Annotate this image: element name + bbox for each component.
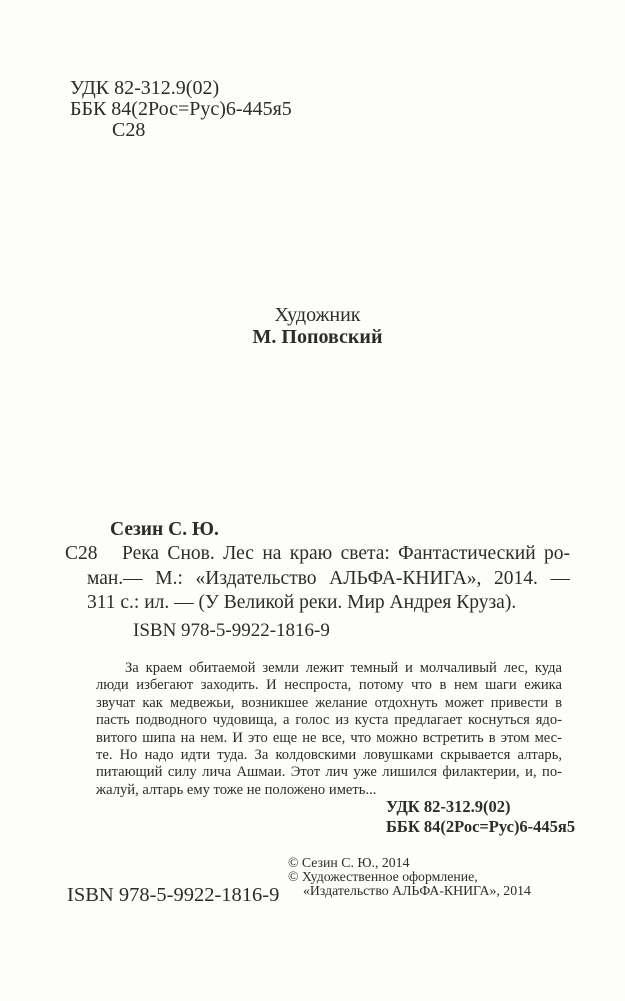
annotation-block [96, 660, 562, 799]
annotation-line: те. Но надо идти туда. За колдовскими ловушками скрывается алтарь, [96, 746, 562, 763]
annotation-line: витого шипа на нем. И это еще не все, что можно встретить в этом мес- [96, 729, 562, 746]
udk-code: УДК 82-312.9(02) [70, 77, 220, 99]
catalog-author: Сезин С. Ю. [110, 519, 219, 540]
artist-name: М. Поповский [252, 325, 383, 348]
header-codes-block [70, 78, 292, 141]
footer-codes-block [386, 797, 575, 836]
isbn-bottom: ISBN 978-5-9922-1816-9 [67, 884, 280, 906]
copyright-line: «Издательство АЛЬФА-КНИГА», 2014 [303, 882, 531, 898]
artist-credit-block [5, 305, 625, 348]
isbn-middle: ISBN 978-5-9922-1816-9 [133, 620, 330, 641]
annotation-line: За краем обитаемой земли лежит темный и молчаливый лес, куда [125, 660, 562, 676]
catalog-line: ман.— М.: «Издательство АЛЬФА-КНИГА», 2014. — [87, 567, 570, 589]
footer-bbk-code: ББК 84(2Рос=Рус)6-445я5 [386, 816, 576, 836]
catalog-card [65, 518, 575, 615]
catalog-line: 311 с.: ил. — (У Великой реки. Мир Андрея Круза). [87, 591, 517, 613]
catalog-line: Река Снов. Лес на краю света: Фантастический ро- [122, 543, 570, 565]
bbk-code: ББК 84(2Рос=Рус)6-445я5 [70, 98, 292, 120]
annotation-line: люди избегают заходить. И неспроста, потому что в нем шаги ежика [96, 677, 562, 694]
artist-role-label: Художник [274, 304, 361, 326]
author-code: С28 [112, 119, 146, 141]
catalog-description [65, 542, 570, 615]
copyright-block [288, 856, 531, 898]
annotation-line: жалуй, алтарь ему тоже не положено иметь... [96, 781, 377, 798]
copyright-line: © Сезин С. Ю., 2014 [288, 855, 410, 870]
annotation-line: звучат как медвежьи, возникшее желание отдохнуть может привести в [96, 694, 562, 711]
copyright-line: © Художественное оформление, [288, 868, 478, 884]
footer-udk-code: УДК 82-312.9(02) [386, 797, 511, 816]
catalog-author-code: С28 [65, 543, 98, 565]
annotation-line: питающий силу лича Ашмаи. Этот лич уже лишился филактерии, и, по- [96, 764, 562, 781]
annotation-line: пасть подводного чудовища, а голос из куста предлагает коснуться ядо- [96, 712, 562, 729]
